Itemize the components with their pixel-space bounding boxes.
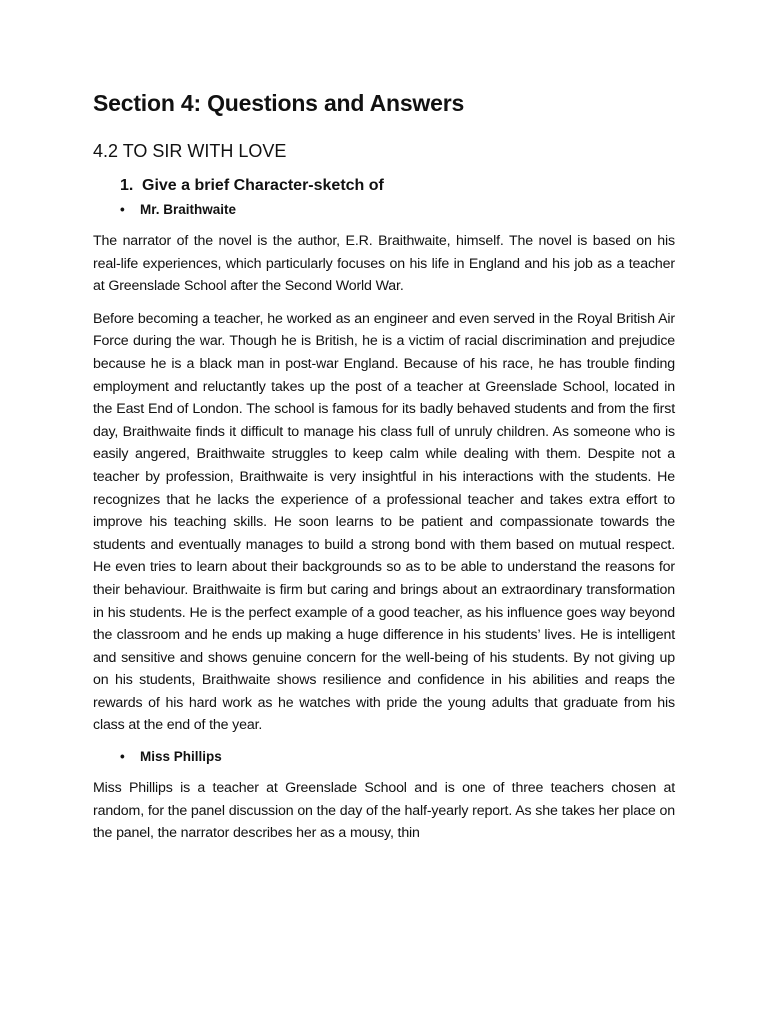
bullet-icon: •: [120, 202, 125, 217]
question-number: 1.: [120, 177, 134, 194]
character-heading-phillips: [120, 747, 675, 767]
section-title: Section 4: Questions and Answers: [93, 90, 465, 116]
question-heading: [120, 174, 675, 198]
question-text: Give a brief Character-sketch of: [142, 177, 384, 194]
bullet-icon: •: [120, 749, 125, 765]
body-paragraph: The narrator of the novel is the author, E.R. Braithwaite, himself. The novel is based on his real-life experiences, which particularly focuses on his life in England and his job as a teacher at Greenslade School after the Second World War.: [93, 233, 675, 295]
character-heading-braithwaite: [120, 200, 675, 220]
subsection-title: 4.2 TO SIR WITH LOVE: [93, 141, 287, 161]
character-name: Mr. Braithwaite: [140, 202, 237, 217]
body-paragraph: Miss Phillips is a teacher at Greenslade School and is one of three teachers chosen at random, for the panel discussion on the day of the half-yearly report. As she takes her place on the panel, the narrator describes her as a mousy, thin: [93, 780, 675, 842]
body-paragraph: Before becoming a teacher, he worked as an engineer and even served in the Royal British Air Force during the war. Though he is British, he is a victim of racial discrimination and prejudice because he is a black man in post-war England. Because of his race, he has trouble finding employment and reluctantly takes up the post of a teacher at Greenslade School, located in the East End of London. The school is famous for its badly behaved students and from the first day, Braithwaite finds it difficult to manage his class full of unruly children. As someone who is easily angered, Braithwaite struggles to keep calm while dealing with them. Despite not a teacher by profession, Braithwaite is very insightful in his interactions with the students. He recognizes that he lacks the experience of a professional teacher and takes extra effort to improve his teaching skills. He soon learns to be patient and compassionate towards the students and eventually manages to build a strong bond with them based on mutual respect. He even tries to learn about their backgrounds so as to be able to understand the reasons for their behaviour. Braithwaite is firm but caring and brings about an extraordinary transformation in his students. He is the perfect example of a good teacher, as his influence goes way beyond the classroom and he ends up making a huge difference in his students’ lives. He is intelligent and sensitive and shows genuine concern for the well-being of his students. By not giving up on his students, Braithwaite shows resilience and confidence in his abilities and reaps the rewards of his hard work as he watches with pride the young adults that graduate from his class at the end of the year.: [93, 310, 675, 734]
document-page: [93, 86, 675, 855]
character-name: Miss Phillips: [140, 749, 222, 765]
